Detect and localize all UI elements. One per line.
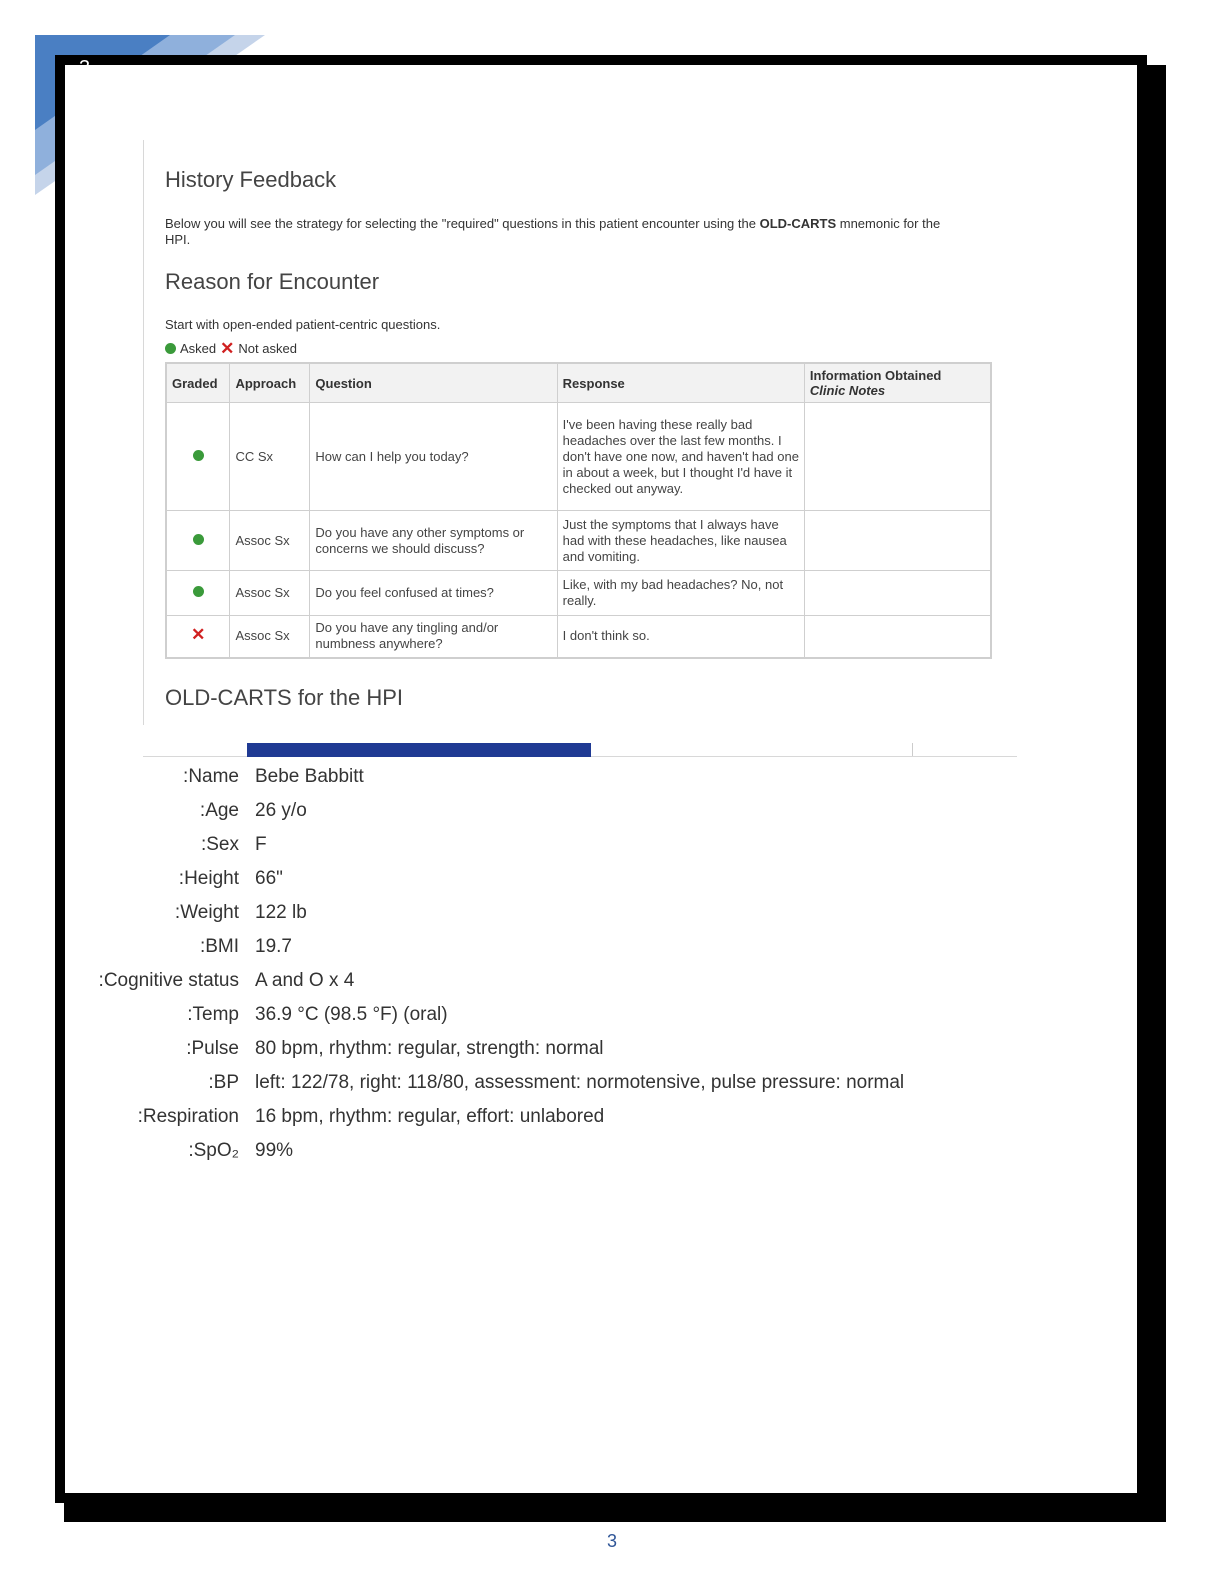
footer-page-number: 3	[606, 1531, 617, 1551]
asked-dot-icon	[193, 450, 204, 461]
table-row	[166, 616, 991, 658]
content-left-rule	[143, 140, 144, 725]
vital-label: Age:	[199, 800, 239, 821]
vital-row-spo2	[143, 1134, 1043, 1168]
approach-cell: Assoc Sx	[230, 511, 310, 571]
col-graded: Graded	[166, 363, 230, 403]
vital-row-weight	[143, 896, 1043, 930]
approach-cell: Assoc Sx	[230, 571, 310, 616]
table-row	[166, 403, 991, 511]
vital-label: BMI:	[199, 936, 239, 957]
vital-value: 80 bpm, rhythm: regular, strength: normal	[255, 1038, 604, 1059]
vital-row-name	[143, 760, 1043, 794]
info-cell	[804, 403, 991, 511]
vital-label: Temp:	[187, 1004, 239, 1025]
vital-value: left: 122/78, right: 118/80, assessment: normotensive, pulse pressure: normal	[255, 1072, 905, 1093]
legend-asked: Asked	[180, 341, 217, 356]
question-cell: Do you feel confused at times?	[310, 571, 557, 616]
intro-text: Below you will see the strategy for selecting the "required" questions in this patient encounter using the	[165, 216, 760, 231]
col-info	[804, 363, 991, 403]
history-intro	[165, 216, 955, 248]
question-cell: How can I help you today?	[310, 403, 557, 511]
intro-bold: OLD-CARTS	[759, 216, 837, 231]
graded-cell	[166, 616, 230, 658]
question-cell: Do you have any tingling and/or numbness anywhere?	[310, 616, 557, 658]
col-response: Response	[557, 363, 804, 403]
vital-value: 36.9 °C (98.5 °F) (oral)	[255, 1004, 448, 1025]
vital-value: 122 lb	[255, 902, 307, 923]
history-feedback-title: History Feedback	[165, 167, 337, 192]
reason-subtitle: Start with open-ended patient-centric questions.	[165, 317, 441, 332]
vital-row-respiration	[137, 1100, 1043, 1134]
graded-cell	[166, 511, 230, 571]
response-cell: I don't think so.	[557, 616, 804, 658]
not-asked-x-icon: ✕	[191, 625, 206, 645]
col-info-line2: Clinic Notes	[809, 383, 886, 398]
vital-value: 26 y/o	[255, 800, 307, 821]
vital-value: 16 bpm, rhythm: regular, effort: unlabored	[255, 1106, 605, 1127]
approach-cell: CC Sx	[230, 403, 310, 511]
asked-dot-icon	[193, 586, 204, 597]
info-cell	[804, 511, 991, 571]
response-cell: Like, with my bad headaches? No, not really.	[557, 571, 804, 616]
table-header-row	[166, 363, 991, 403]
vital-label: Height:	[178, 868, 239, 889]
col-approach: Approach	[230, 363, 310, 403]
asked-dot-icon	[165, 343, 176, 354]
vital-label: Pulse:	[186, 1038, 239, 1059]
response-cell: I've been having these really bad headaches over the last few months. I don't have one now, and haven't had one in about a week, but I thought I'd have it checked out anyway.	[557, 403, 804, 511]
vital-row-bmi	[143, 930, 1043, 964]
vital-label: SpO₂:	[188, 1140, 239, 1161]
intro-text-end: mnemonic for the HPI.	[165, 216, 941, 247]
vital-value: Bebe Babbitt	[255, 766, 364, 787]
vitals-list	[98, 760, 1043, 1168]
reason-title: Reason for Encounter	[165, 269, 380, 294]
vital-value: 66"	[255, 868, 283, 889]
vital-label: Weight:	[174, 902, 239, 923]
vital-row-sex	[143, 828, 1043, 862]
vital-label: Name:	[183, 766, 239, 787]
vital-label: Respiration:	[137, 1106, 239, 1127]
legend	[165, 338, 297, 358]
legend-not-asked: Not asked	[238, 341, 297, 356]
vital-row-pulse	[143, 1032, 1043, 1066]
not-asked-x-icon: ✕	[220, 338, 235, 358]
asked-dot-icon	[193, 534, 204, 545]
vital-label: Sex:	[200, 834, 239, 855]
vital-row-bp	[143, 1066, 1043, 1100]
corner-page-number: 3	[79, 57, 91, 79]
col-info-line1: Information Obtained	[809, 368, 942, 383]
table-row	[166, 571, 991, 616]
info-cell	[804, 571, 991, 616]
progress-tick	[912, 743, 913, 756]
progress-bar	[247, 743, 591, 757]
vital-row-age	[143, 794, 1043, 828]
vital-value: F	[255, 834, 267, 855]
vital-row-temp	[143, 998, 1043, 1032]
graded-cell	[166, 571, 230, 616]
approach-cell: Assoc Sx	[230, 616, 310, 658]
vital-label: Cognitive status:	[98, 970, 239, 991]
oldcarts-title: OLD-CARTS for the HPI	[165, 685, 403, 710]
vital-value: 99%	[255, 1140, 294, 1161]
response-cell: Just the symptoms that I always have had with these headaches, like nausea and vomiting.	[557, 511, 804, 571]
history-table	[165, 362, 992, 659]
vital-row-height	[143, 862, 1043, 896]
col-question: Question	[310, 363, 557, 403]
vital-row-cognitive	[98, 964, 1043, 998]
vital-value: 19.7	[255, 936, 292, 957]
vital-value: A and O x 4	[255, 970, 355, 991]
question-cell: Do you have any other symptoms or concerns we should discuss?	[310, 511, 557, 571]
table-row	[166, 511, 991, 571]
info-cell	[804, 616, 991, 658]
vital-label: BP:	[208, 1072, 239, 1093]
graded-cell	[166, 403, 230, 511]
